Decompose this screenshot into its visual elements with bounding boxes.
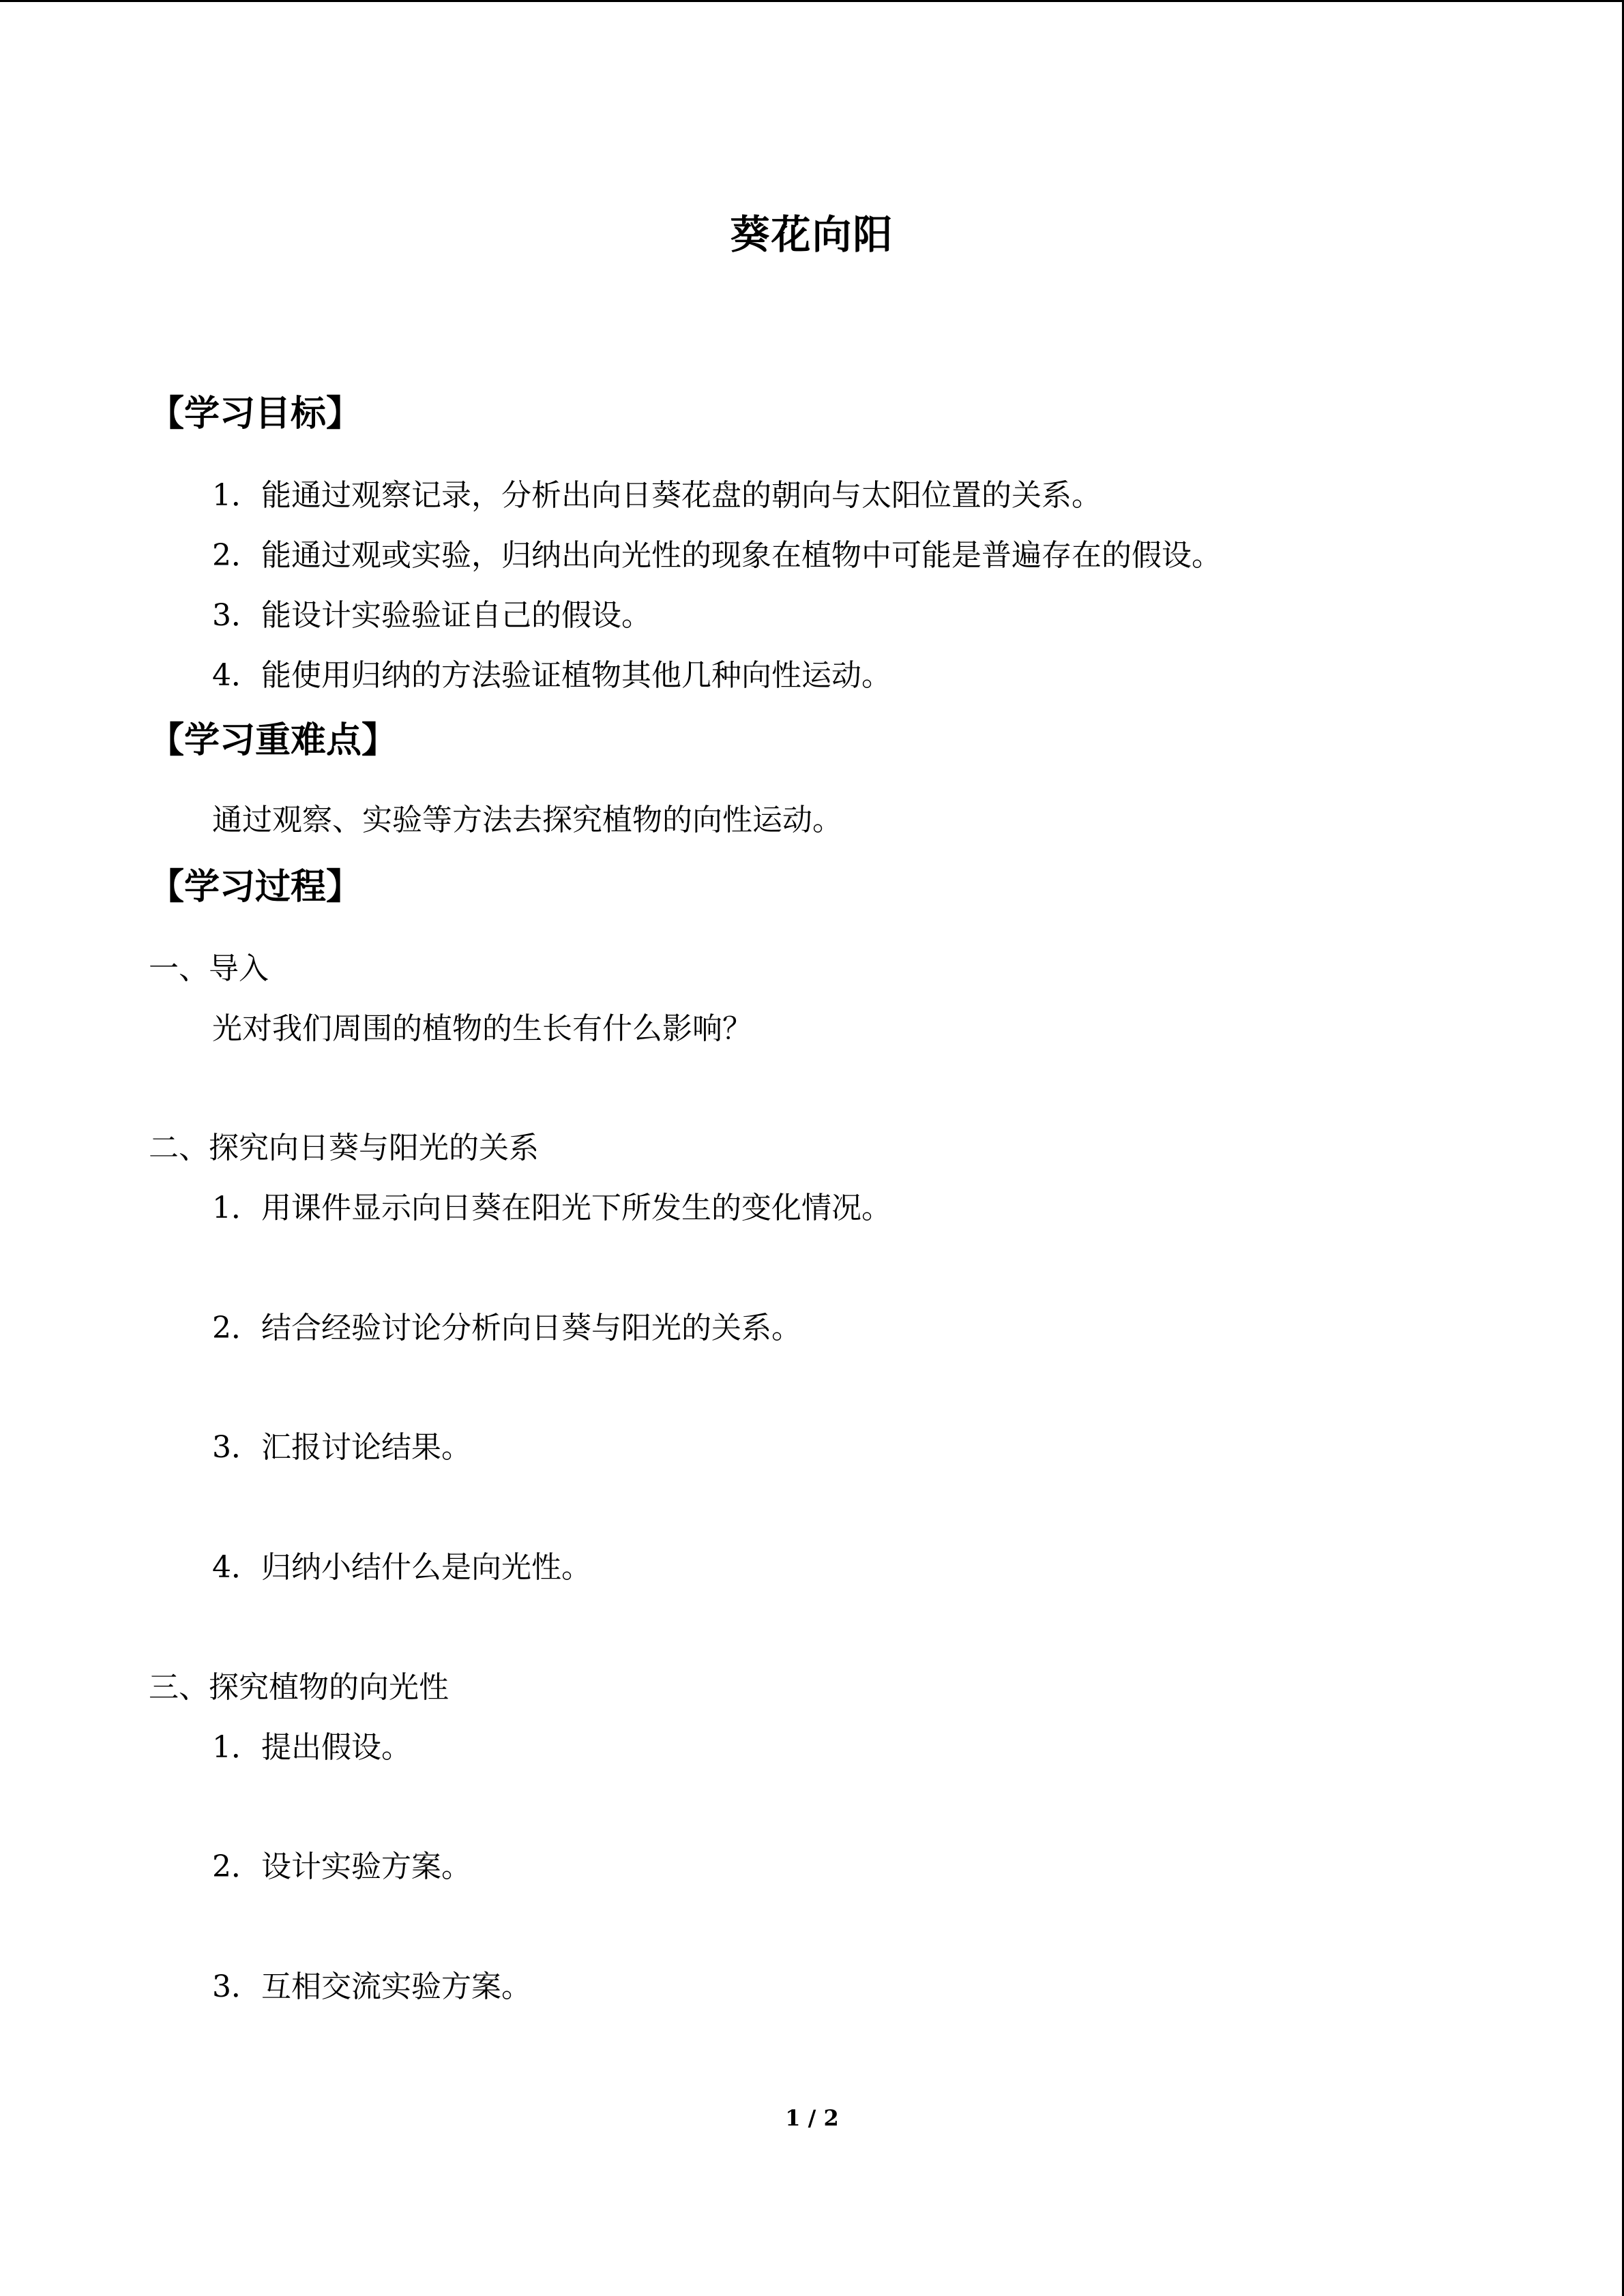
objective-item-4: 4．能使用归纳的方法验证植物其他几种向性运动。 [212, 658, 891, 693]
key-points-heading: 【学习重难点】 [149, 719, 398, 761]
objective-item-3: 3．能设计实验验证自己的假设。 [212, 598, 651, 633]
objective-item-1: 1．能通过观察记录，分析出向日葵花盘的朝向与太阳位置的关系。 [212, 478, 1102, 513]
section1-title: 一、导入 [149, 951, 269, 986]
section2-title: 二、探究向日葵与阳光的关系 [149, 1131, 539, 1165]
key-points-text: 通过观察、实验等方法去探究植物的向性运动。 [212, 803, 842, 837]
page-number: 1 / 2 [785, 2105, 839, 2131]
section3-item-3: 3．互相交流实验方案。 [212, 1969, 531, 2004]
section2-item-4: 4．归纳小结什么是向光性。 [212, 1550, 591, 1585]
section1-text: 光对我们周围的植物的生长有什么影响？ [212, 1011, 752, 1046]
section3-item-2: 2．设计实验方案。 [212, 1849, 471, 1884]
objective-item-2: 2．能通过观或实验，归纳出向光性的现象在植物中可能是普遍存在的假设。 [212, 538, 1222, 573]
section2-item-1: 1．用课件显示向日葵在阳光下所发生的变化情况。 [212, 1191, 891, 1225]
section2-item-3: 3．汇报讨论结果。 [212, 1430, 471, 1465]
section2-item-2: 2．结合经验讨论分析向日葵与阳光的关系。 [212, 1311, 801, 1345]
section3-title: 三、探究植物的向光性 [149, 1670, 449, 1705]
document-title: 葵花向阳 [730, 211, 894, 258]
page-border-top [0, 0, 1624, 2]
process-heading: 【学习过程】 [149, 866, 362, 908]
objectives-heading: 【学习目标】 [149, 393, 362, 434]
section3-item-1: 1．提出假设。 [212, 1730, 411, 1765]
